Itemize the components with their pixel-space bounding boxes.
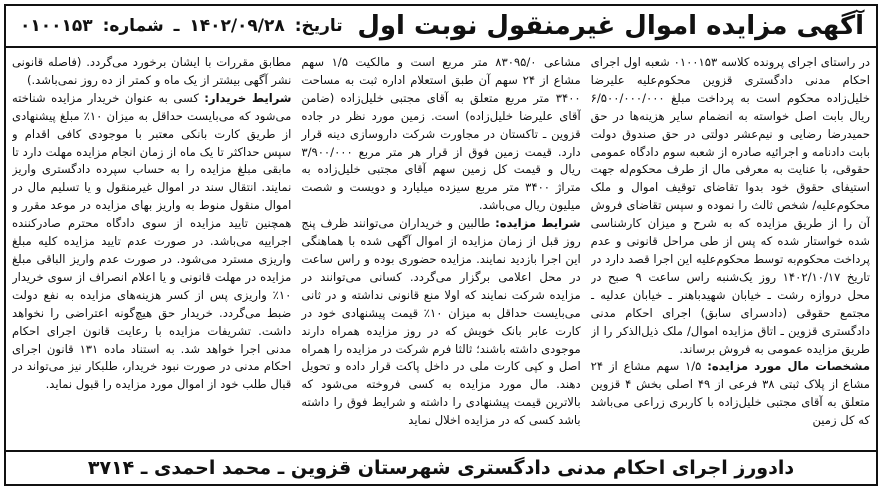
specs-paragraph bbox=[591, 358, 870, 430]
buyer-paragraph bbox=[12, 90, 291, 394]
terms-heading: شرایط مزایده: bbox=[495, 216, 581, 231]
column-2 bbox=[301, 54, 580, 450]
ref-separator: ـ bbox=[173, 16, 180, 36]
number-value: ۰۱۰۰۱۵۳ bbox=[20, 16, 93, 36]
column-3 bbox=[12, 54, 291, 450]
regulations-paragraph: مطابق مقررات با ایشان برخورد می‌گردد. (فاصله قانونی نشر آگهی بیشتر از یک ماه و کمتر از ده روز نمی‌باشد.) bbox=[12, 55, 292, 87]
notice-footer: دادورز اجرای احکام مدنی دادگستری شهرستان قزوین ـ محمد احمدی ـ ۳۷۱۴ bbox=[6, 450, 876, 484]
terms-text: طالبین و خریداران می‌توانند ظرف پنج روز قبل از زمان مزایده از اموال آگهی شده با هماهنگی این اجرا بازدید نمایند. مزایده حضوری بوده و راس ساعت در محل اعلامی برگزار می‌گردد. کسانی می‌توانند در مزایده شرکت نمایند که اولا منع قانونی نداشته و در ثانی می‌بایست حداقل به میزان ۱۰٪ قیمت پیشنهادی خود در کارت عابر بانک خویش که در روز مزایده همراه دارند موجودی داشته باشند؛ ثالثا فرم شرکت در مزایده را همراه اصل و کپی کارت ملی در داخل پاکت قرار داده و تحویل دهند. مال مورد مزایده به کسی فروخته می‌شود که بالاترین قیمت پیشنهادی را داشته و شرایط فوق را داشته باشد کسی که در مزایده اخلال نماید bbox=[301, 216, 581, 428]
specs-text: ۱/۵ سهم مشاع از ۲۴ مشاع از پلاک ثبتی ۳۸ فرعی از ۴۹ اصلی بخش ۴ قزوین متعلق به آقای مجتبی خلیل‌زاده با کاربری زراعی می‌باشد که کل زمین bbox=[590, 359, 870, 428]
notice-reference bbox=[18, 16, 345, 36]
notice-header bbox=[6, 6, 876, 48]
notice-title: آگهی مزایده اموال غیرمنقول نوبت اول bbox=[357, 11, 864, 41]
notice-frame bbox=[4, 4, 878, 486]
terms-paragraph bbox=[301, 215, 580, 430]
notice-body bbox=[12, 54, 870, 450]
land-description-paragraph: مشاعی ۸۳۰۹۵/۰ متر مربع است و مالکیت ۱/۵ سهم مشاع از ۲۴ سهم آن طبق استعلام اداره ثبت به مساحت ۳۴۰۰ متر مربع متعلق به آقای مجتبی خلیل‌زاده (ضامن آقای علیرضا خلیل‌زاده) است. زمین مورد نظر در جاده قزوین ـ تاکستان در مجاورت شرکت داروسازی دینه قرار دارد. قیمت زمین فوق از قرار هر متر مربع ۳/۹۰۰/۰۰۰ ریال و قیمت کل زمین سهم آقای مجتبی خلیل‌زاده به متراژ ۳۴۰۰ متر مربع سیزده میلیارد و دویست و شصت میلیون ریال می‌باشد. bbox=[301, 55, 581, 213]
date-label: تاریخ: bbox=[294, 16, 343, 36]
column-1 bbox=[591, 54, 870, 450]
specs-heading: مشخصات مال مورد مزایده: bbox=[707, 359, 870, 374]
buyer-text: کسی به عنوان خریدار مزایده شناخته می‌شود که می‌بایست حداقل به میزان ۱۰٪ مبلغ پیشنهادی از طریق کارت بانکی معتبر با موجودی کافی اقدام و سپس حداکثر تا یک ماه از زمان انجام مزایده مهلت دارد تا مابقی مبلغ مزایده را به حساب سپرده دادگستری واریز نمایند. انتقال سند در اموال غیرمنقول و یا تسلیم مال در اموال منقول منوط به واریز بهای مزایده در موعد مقرر و همچنین تایید مزایده از سوی دادگاه محترم صادرکننده اجراییه می‌باشد. در صورت عدم تایید مزایده کلیه مبلغ واریزی مسترد می‌شود. در صورت عدم واریز الباقی مبلغ مزایده در مهلت قانونی و یا اعلام انصراف از سوی خریدار ۱۰٪ واریزی پس از کسر هزینه‌های مزایده به نفع دولت ضبط می‌گردد. خریدار حق هیچ‌گونه اعتراضی را نخواهد داشت. تشریفات مزایده با رعایت قانون اجرای احکام مدنی اجرا خواهد شد. به استناد ماده ۱۳۱ قانون اجرای احکام مدنی در صورت نبود خریدار، طلبکار نیز می‌تواند در قبال طلب خود از اموال مورد مزایده را قبول نماید. bbox=[12, 90, 292, 392]
date-value: ۱۴۰۲/۰۹/۲۸ bbox=[189, 16, 285, 36]
buyer-heading: شرایط خریدار: bbox=[204, 90, 292, 105]
number-label: شماره: bbox=[102, 16, 164, 36]
intro-paragraph: در راستای اجرای پرونده کلاسه ۰۱۰۰۱۵۳ شعبه اول اجرای احکام مدنی دادگستری قزوین محکوم‌علیه علیرضا خلیل‌زاده محکوم است به پرداخت مبلغ ۶/۵۰۰/۰۰۰/۰۰۰ ریال بابت اصل خواسته به انضمام سایر هزینه‌ها در حق حمیدرضا رضایی و نیم‌عشر دولتی در حق صندوق دولت بابت دادنامه و اجرائیه صادره از شعبه سوم دادگاه عمومی حقوقی، با عنایت به معرفی مال از طرف محکوم‌له جهت استیفای حقوق خود بدوا تقاضای توقیف اموال و ملک محکوم‌علیه/ شخص ثالث را نموده و سپس تقاضای فروش آن را از طریق مزایده که به شرح و میزان کارشناسی شده خواستار شده که پس از طی مراحل قانونی و عدم پرداخت محکوم‌به توسط محکوم‌علیه این اجرا قصد دارد در تاریخ ۱۴۰۲/۱۰/۱۷ روز یک‌شنبه راس ساعت ۹ صبح در محل دروازه رشت ـ خیابان شهیدباهنر ـ خیابان عدلیه ـ مجتمع حقوقی (دادسرای سابق) اجرای احکام مدنی دادگستری قزوین ـ اتاق مزایده اموال/ ملک ذیل‌الذکر را از طریق مزایده عمومی به فروش برساند. bbox=[590, 55, 870, 356]
